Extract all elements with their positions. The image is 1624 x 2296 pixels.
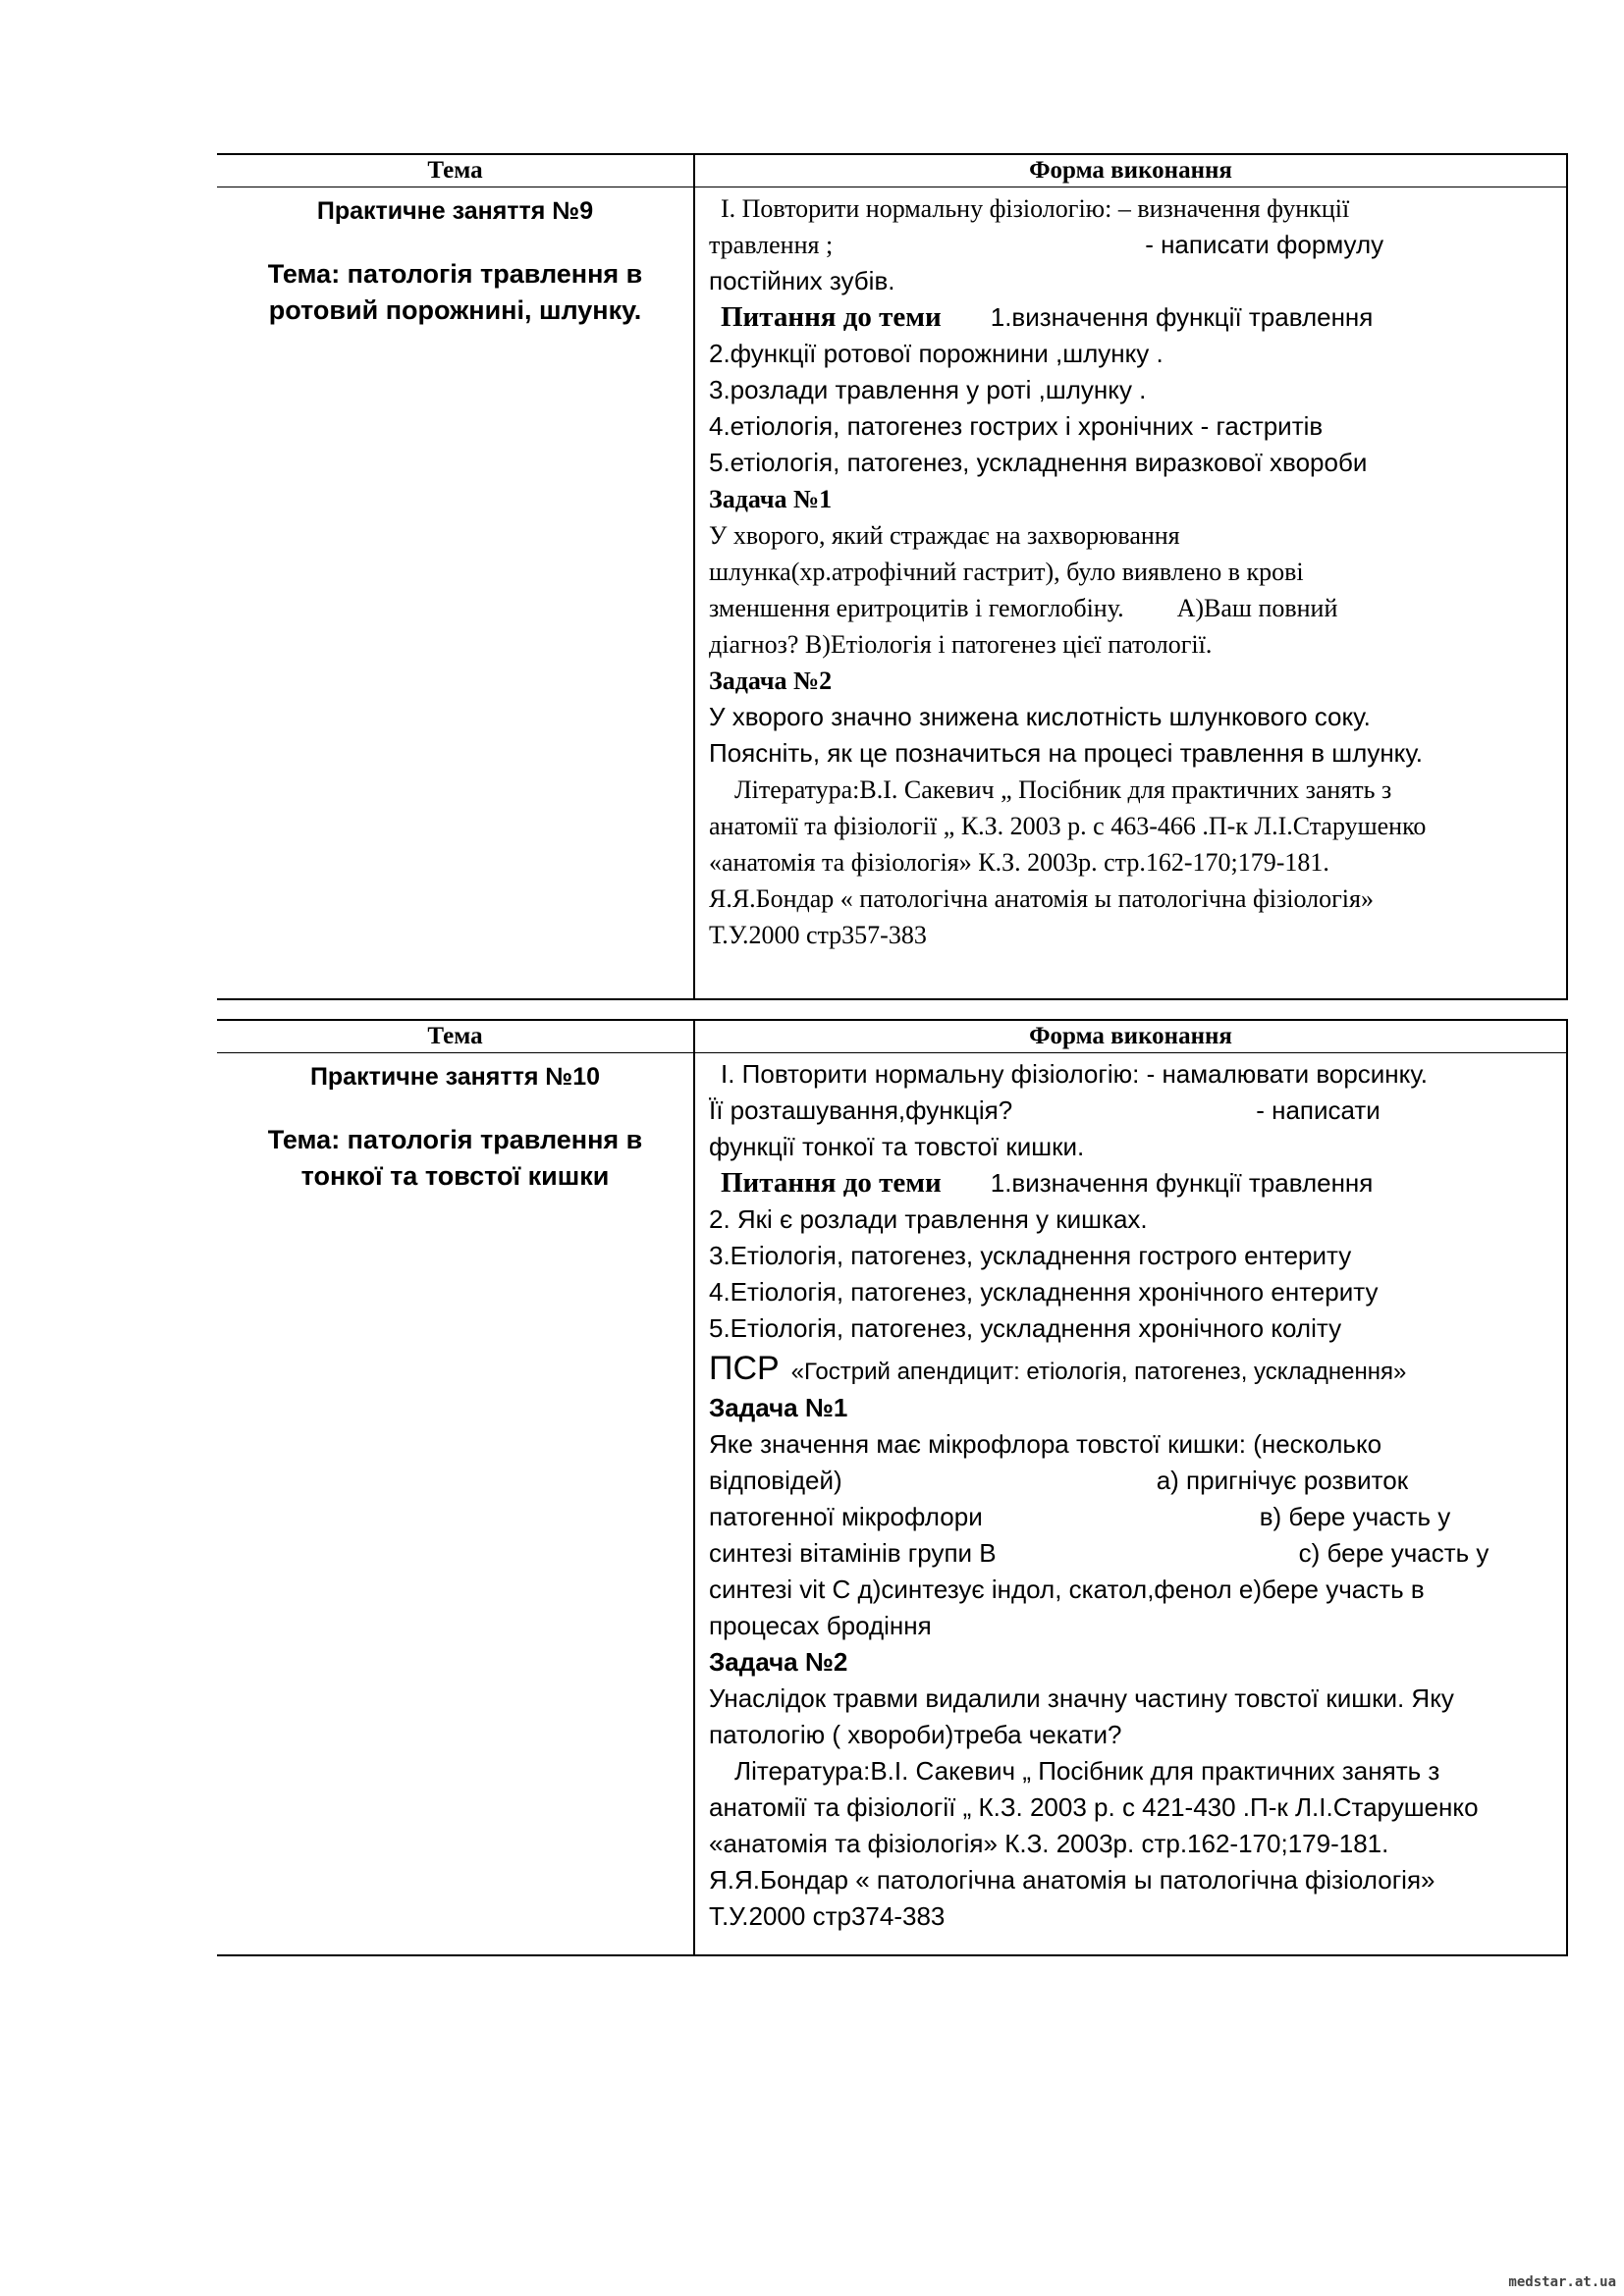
- literature-line: «анатомія та фізіологія» К.З. 2003р. стр.162-170;179-181.: [709, 1829, 1389, 1858]
- questions-heading: Питання до теми: [721, 301, 942, 333]
- lesson-number: Практичне заняття №10: [309, 1063, 601, 1091]
- literature-line: анатомії та фізіології „ К.З. 2003 р. с 463-466 .П-к Л.І.Старушенко: [709, 812, 1427, 840]
- content-line: I. Повторити нормальну фізіологію: - намалювати ворсинку.: [721, 1059, 1428, 1089]
- task-heading: Задача №2: [709, 667, 833, 695]
- content-line: патологію ( хвороби)треба чекати?: [709, 1720, 1122, 1749]
- header-topic: Тема: [217, 154, 694, 187]
- questions-heading: Питання до теми: [721, 1167, 942, 1199]
- content-line: Поясніть, як це позначиться на процесі травлення в шлунку.: [709, 738, 1423, 768]
- content-line: функції тонкої та товстої кишки.: [709, 1132, 1085, 1161]
- content-line: постійних зубів.: [709, 266, 895, 295]
- lesson-content-cell: [694, 1053, 1567, 1956]
- content-line: відповідей) а) пригнічує розвиток: [709, 1466, 1409, 1495]
- literature-line: Література:В.І. Сакевич „ Посібник для практичних занять з: [734, 775, 1392, 804]
- table-row: [217, 187, 1567, 1000]
- content-line: 2.функції ротової порожнини ,шлунку .: [709, 339, 1164, 368]
- content-line: 5.Етіологія, патогенез, ускладнення хронічного коліту: [709, 1313, 1342, 1343]
- content-line: У хворого значно знижена кислотність шлункового соку.: [709, 702, 1371, 731]
- content-line: 3.Етіологія, патогенез, ускладнення гострого ентериту: [709, 1241, 1352, 1270]
- header-form: Форма виконання: [694, 1020, 1567, 1053]
- lesson-topic: Тема: патологія травлення в ротовий порожнині, шлунку.: [267, 259, 643, 325]
- lesson-table-10: [217, 1019, 1568, 1956]
- lesson-number: Практичне заняття №9: [316, 197, 594, 225]
- literature-line: Я.Я.Бондар « патологічна анатомія ы патологічна фізіологія»: [709, 1865, 1435, 1895]
- task-heading: Задача №1: [709, 1393, 848, 1422]
- content-line: 3.розлади травлення у роті ,шлунку .: [709, 375, 1147, 404]
- content-line: синтезі vit C д)синтезує індол, скатол,фенол е)бере участь в: [709, 1575, 1425, 1604]
- header-form: Форма виконання: [694, 154, 1567, 187]
- task-heading: Задача №1: [709, 485, 833, 513]
- content-line: Питання до теми 1.визначення функції травлення: [721, 301, 1374, 333]
- content-line: патогенної мікрофлори в) бере участь у: [709, 1502, 1451, 1531]
- content-line: 4.етіологія, патогенез гострих і хронічних - гастритів: [709, 411, 1324, 441]
- content-line: травлення ; - написати формулу: [709, 230, 1384, 259]
- site-watermark: medstar.at.ua: [1508, 2274, 1616, 2290]
- lesson-content-cell: [694, 187, 1567, 1000]
- table-row: [217, 1053, 1567, 1956]
- content-line: шлунка(хр.атрофічний гастрит), було виявлено в крові: [709, 558, 1304, 586]
- content-line: У хворого, який страждає на захворювання: [709, 521, 1180, 550]
- table-header-row: [217, 1020, 1567, 1053]
- psr-label: ПСР: [709, 1350, 780, 1387]
- lesson-table-9: [217, 153, 1568, 1000]
- literature-line: Т.У.2000 стр357-383: [709, 921, 927, 949]
- content-line: зменшення еритроцитів і гемоглобіну. А)Ваш повний: [709, 594, 1338, 622]
- content-line: I. Повторити нормальну фізіологію: – визначення функції: [721, 194, 1350, 223]
- lesson-topic: Тема: патологія травлення в тонкої та товстої кишки: [267, 1125, 643, 1191]
- literature-line: Література:В.І. Сакевич „ Посібник для практичних занять з: [734, 1756, 1440, 1786]
- content-line: діагноз? В)Етіологія і патогенез цієї патології.: [709, 630, 1213, 659]
- lesson-title-cell: [217, 187, 694, 1000]
- task-heading: Задача №2: [709, 1647, 848, 1677]
- literature-line: анатомії та фізіології „ К.З. 2003 р. с 421-430 .П-к Л.І.Старушенко: [709, 1792, 1479, 1822]
- content-line: Яке значення має мікрофлора товстої кишки: (несколько: [709, 1429, 1382, 1459]
- header-topic: Тема: [217, 1020, 694, 1053]
- literature-line: Я.Я.Бондар « патологічна анатомія ы патологічна фізіологія»: [709, 884, 1374, 913]
- content-line: ПСР «Гострий апендицит: етіологія, патогенез, ускладнення»: [709, 1350, 1407, 1387]
- literature-line: «анатомія та фізіологія» К.З. 2003р. стр.162-170;179-181.: [709, 848, 1329, 877]
- content-line: синтезі вітамінів групи В с) бере участь у: [709, 1538, 1489, 1568]
- lesson-title-cell: [217, 1053, 694, 1956]
- content-line: Унаслідок травми видалили значну частину товстої кишки. Яку: [709, 1683, 1454, 1713]
- content-line: Питання до теми 1.визначення функції травлення: [721, 1167, 1374, 1199]
- table-header-row: [217, 154, 1567, 187]
- content-line: процесах бродіння: [709, 1611, 932, 1640]
- content-line: Її розташування,функція? - написати: [709, 1095, 1380, 1125]
- content-line: 5.етіологія, патогенез, ускладнення виразкової хвороби: [709, 448, 1368, 477]
- content-line: 4.Етіологія, патогенез, ускладнення хронічного ентериту: [709, 1277, 1379, 1307]
- content-line: 2. Які є розлади травлення у кишках.: [709, 1204, 1148, 1234]
- literature-line: Т.У.2000 стр374-383: [709, 1901, 946, 1931]
